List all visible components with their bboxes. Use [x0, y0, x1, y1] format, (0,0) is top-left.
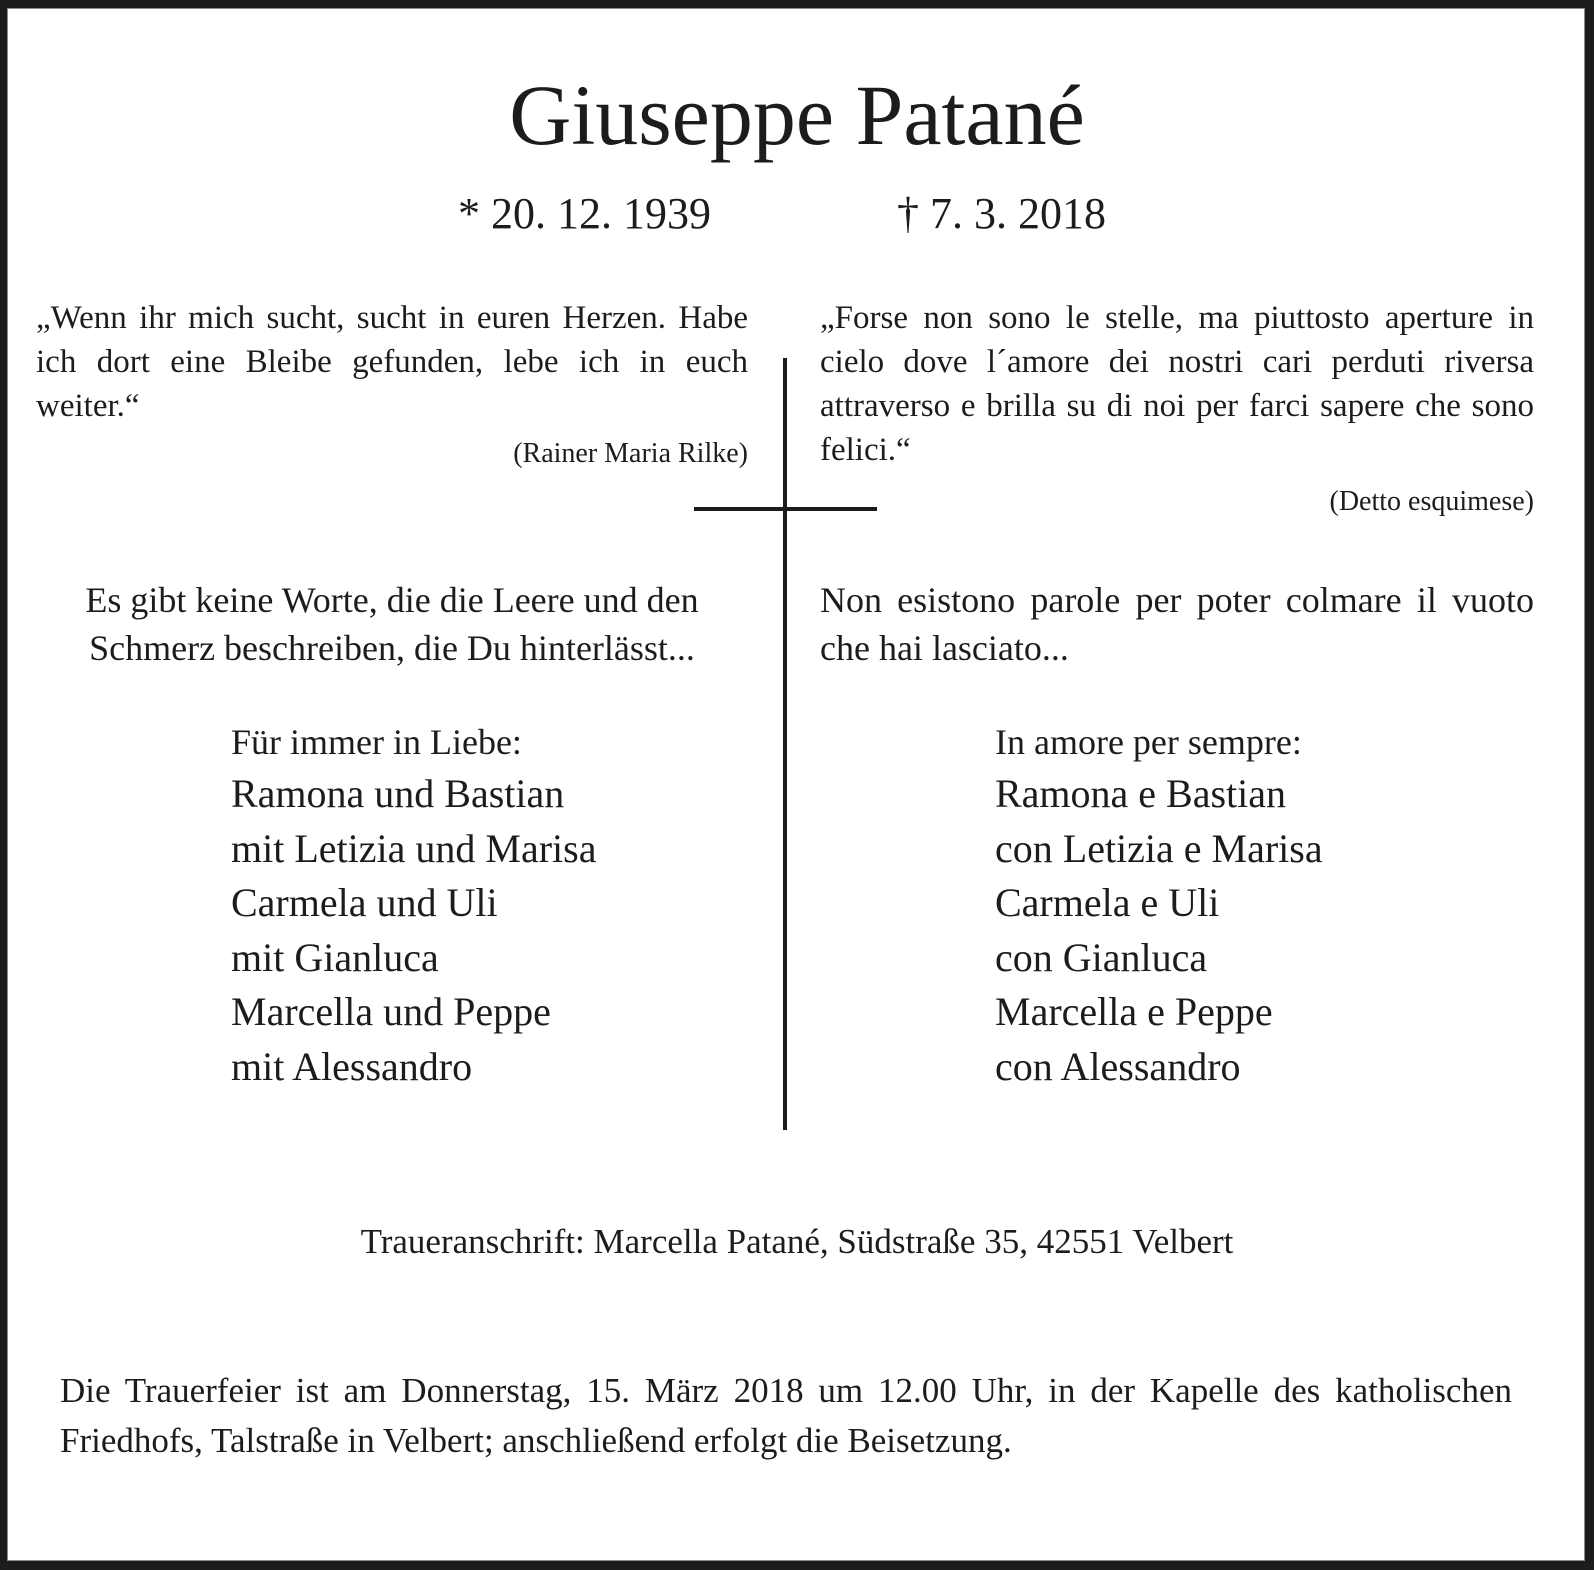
birth-date: * 20. 12. 1939: [458, 189, 711, 238]
deceased-name: Giuseppe Patané: [509, 67, 1085, 163]
cross-icon-vertical-bar: [783, 358, 787, 1130]
signature-line: Marcella e Peppe: [995, 989, 1273, 1034]
signature-line: mit Alessandro: [231, 1043, 473, 1089]
signature-line: Carmela und Uli: [231, 880, 498, 925]
signature-line: mit Letizia und Marisa: [231, 825, 597, 871]
signature-line: con Letizia e Marisa: [995, 825, 1323, 871]
quote-italian-attribution: (Detto esquimese): [1329, 486, 1534, 517]
mourning-address: Traueranschrift: Marcella Patané, Südstraße 35, 42551 Velbert: [360, 1222, 1234, 1261]
signature-line: Marcella und Peppe: [231, 989, 551, 1034]
signature-line: Carmela e Uli: [995, 880, 1220, 925]
signature-line: con Alessandro: [995, 1043, 1241, 1089]
death-date: † 7. 3. 2018: [897, 189, 1106, 238]
cross-icon-horizontal-bar: [694, 507, 877, 511]
signature-heading: In amore per sempre:: [995, 722, 1302, 762]
signature-line: Ramona e Bastian: [995, 771, 1287, 816]
signature-heading: Für immer in Liebe:: [231, 722, 522, 762]
signature-line: mit Gianluca: [231, 934, 439, 980]
signature-line: Ramona und Bastian: [231, 771, 565, 816]
condolence-german: Es gibt keine Worte, die die Leere und den Schmerz beschreiben, die Du hinterlässt...: [85, 580, 699, 668]
signature-block-german: [231, 717, 596, 1094]
quote-german-attribution: (Rainer Maria Rilke): [513, 438, 748, 469]
funeral-ceremony-details: Die Trauerfeier ist am Donnerstag, 15. März 2018 um 12.00 Uhr, in der Kapelle des katholischen Friedhofs, Talstraße in Velbert; anschließend erfolgt die Beisetzung.: [60, 1371, 1512, 1460]
quote-german: „Wenn ihr mich sucht, sucht in euren Herzen. Habe ich dort eine Bleibe gefunden, lebe ich in euch weiter.“: [36, 300, 748, 424]
condolence-italian: Non esistono parole per poter colmare il vuoto che hai lasciato...: [820, 580, 1534, 668]
obituary-notice: [7, 8, 1585, 1561]
signature-block-italian: [995, 717, 1323, 1094]
quote-italian: „Forse non sono le stelle, ma piuttosto aperture in cielo dove l´amore dei nostri cari perduti riversa attraverso e brilla su di noi per farci sapere che sono felici.“: [820, 300, 1534, 468]
signature-line: con Gianluca: [995, 934, 1208, 980]
